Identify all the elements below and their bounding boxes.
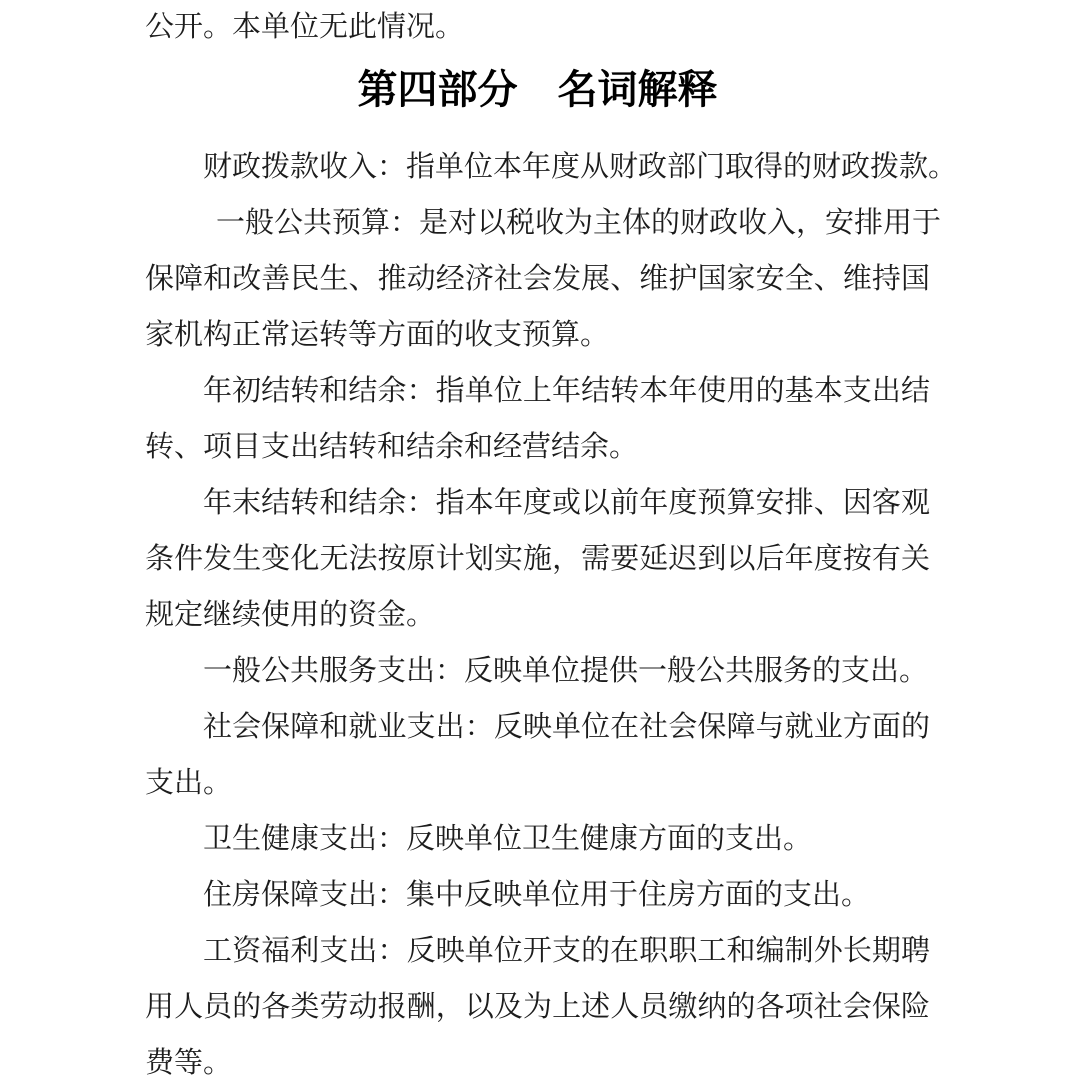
text-line: 用人员的各类劳动报酬，以及为上述人员缴纳的各项社会保险 [145, 991, 930, 1023]
text-line: 规定继续使用的资金。 [145, 599, 436, 631]
text-line: 转、项目支出结转和结余和经营结余。 [145, 431, 639, 463]
text-line: 一般公共服务支出：反映单位提供一般公共服务的支出。 [203, 655, 929, 687]
continuation-text: 公开。本单位无此情况。 [145, 11, 465, 43]
text-line: 住房保障支出：集中反映单位用于住房方面的支出。 [203, 879, 871, 911]
text-line: 工资福利支出：反映单位开支的在职职工和编制外长期聘 [203, 935, 930, 967]
text-line: 年末结转和结余：指本年度或以前年度预算安排、因客观 [203, 487, 930, 519]
section-heading: 第四部分 名词解释 [357, 67, 718, 112]
text-line: 支出。 [145, 767, 233, 799]
text-line: 财政拨款收入：指单位本年度从财政部门取得的财政拨款。 [203, 151, 958, 183]
definitions-body [145, 139, 958, 1091]
text-line: 家机构正常运转等方面的收支预算。 [145, 319, 610, 351]
text-line: 社会保障和就业支出：反映单位在社会保障与就业方面的 [203, 711, 930, 743]
text-line: 条件发生变化无法按原计划实施，需要延迟到以后年度按有关 [145, 543, 930, 575]
text-line: 保障和改善民生、推动经济社会发展、维护国家安全、维持国 [145, 263, 930, 295]
text-line: 卫生健康支出：反映单位卫生健康方面的支出。 [203, 823, 813, 855]
text-line: 年初结转和结余：指单位上年结转本年使用的基本支出结 [203, 375, 930, 407]
text-line: 一般公共预算：是对以税收为主体的财政收入，安排用于 [216, 207, 942, 239]
text-line: 费等。 [145, 1047, 233, 1079]
